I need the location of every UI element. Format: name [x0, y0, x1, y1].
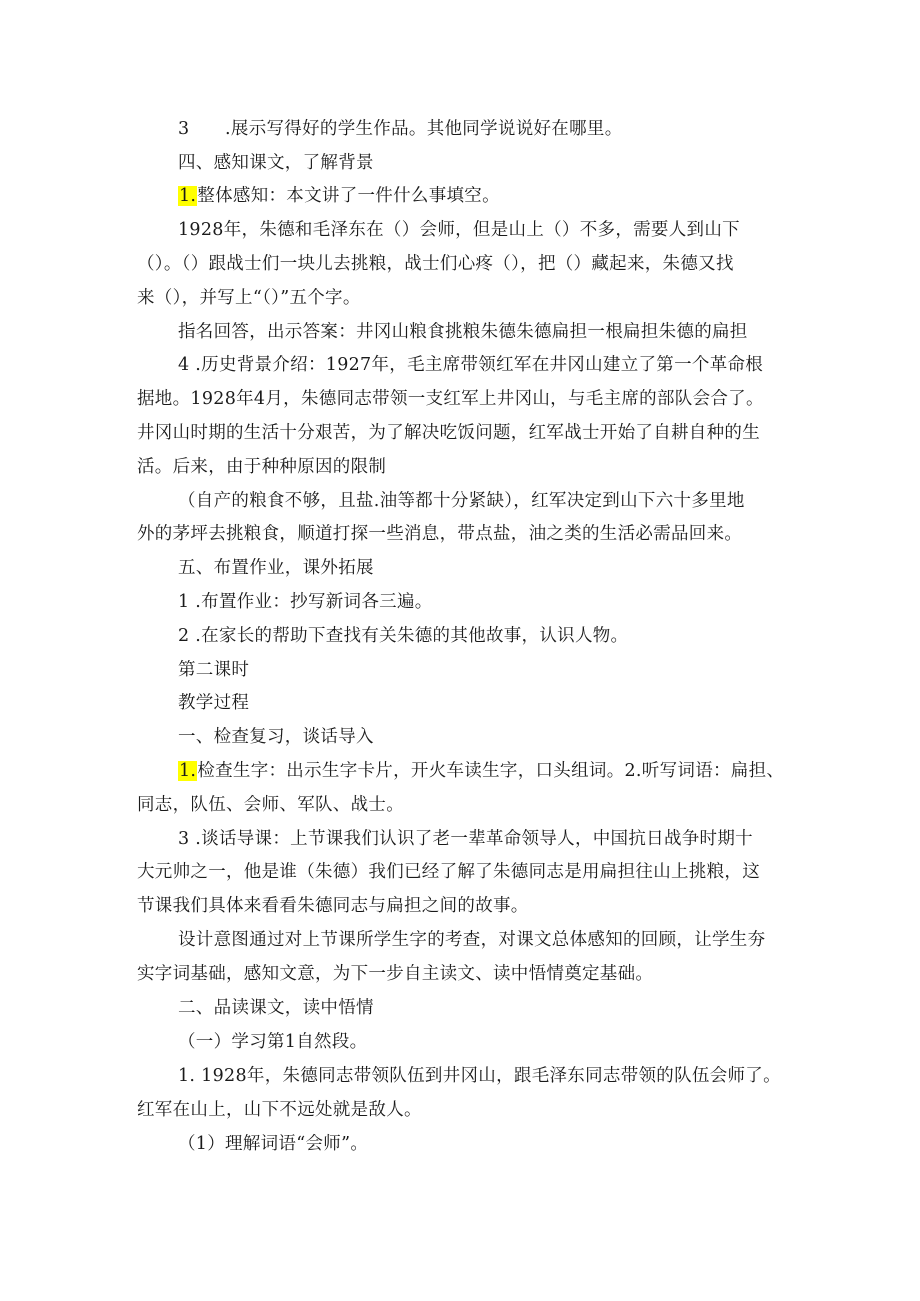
text-line: 节课我们具体来看看朱德同志与扁担之间的故事。	[137, 896, 529, 916]
text-line: 活。后来，由于种种原因的限制	[137, 457, 387, 477]
highlighted-number: 1.	[179, 761, 197, 781]
text-line: （自产的粮食不够，且盐.油等都十分紧缺），红军决定到山下六十多里地	[178, 491, 745, 511]
text-span: 检查生字：出示生字卡片，开火车读生字，口头组词。2.听写词语：扁担、	[197, 761, 785, 781]
text-line: 3 .谈话导课：上节课我们认识了老一辈革命领导人，中国抗日战争时期十	[178, 829, 753, 849]
highlighted-number: 1.	[179, 186, 197, 206]
text-line: 井冈山时期的生活十分艰苦，为了解决吃饭问题，红军战士开始了自耕自种的生	[137, 423, 760, 443]
text-line: 1. 1928年，朱德同志带领队伍到井冈山，跟毛泽东同志带领的队伍会师了。	[178, 1066, 781, 1086]
text-line: 1928年，朱德和毛泽东在（）会师，但是山上（）不多，需要人到山下	[178, 220, 740, 240]
section-heading: 四、感知课文，了解背景	[178, 153, 374, 173]
text-line: 设计意图通过对上节课所学生字的考查，对课文总体感知的回顾，让学生夯	[178, 930, 766, 950]
text-line: 外的茅坪去挑粮食，顺道打探一些消息，带点盐，油之类的生活必需品回来。	[137, 524, 743, 544]
text-line: （）。（）跟战士们一块儿去挑粮，战士们心疼（），把（）藏起来，朱德又找	[137, 254, 734, 274]
text-line: 指名回答，出示答案：井冈山粮食挑粮朱德朱德扁担一根扁担朱德的扁担	[178, 322, 748, 342]
section-heading: 一、检查复习，谈话导入	[178, 727, 374, 747]
section-heading: 五、布置作业，课外拓展	[178, 558, 374, 578]
text-line: 同志，队伍、会师、军队、战士。	[137, 795, 404, 815]
text-line: 1 .布置作业：抄写新词各三遍。	[178, 592, 433, 612]
text-line: （1）理解词语“会师”。	[178, 1134, 369, 1154]
text-line	[178, 759, 784, 783]
section-heading: 第二课时	[178, 660, 250, 680]
text-line: 来（），并写上“（）”五个字。	[137, 288, 361, 308]
text-line: 4 .历史背景介绍：1927年，毛主席带领红军在井冈山建立了第一个革命根	[178, 355, 764, 375]
text-line: 2 .在家长的帮助下查找有关朱德的其他故事，认识人物。	[178, 626, 629, 646]
text-line: 实字词基础，感知文意，为下一步自主读文、读中悟情奠定基础。	[137, 964, 654, 984]
text-span: 整体感知：本文讲了一件什么事填空。	[197, 186, 500, 206]
text-line: 据地。1928年4月，朱德同志带领一支红军上井冈山，与毛主席的部队会合了。	[137, 389, 764, 409]
section-heading: 教学过程	[178, 693, 250, 713]
section-heading: 二、品读课文，读中悟情	[178, 998, 374, 1018]
text-line: （一）学习第1自然段。	[178, 1032, 368, 1052]
text-line: 红军在山上，山下不远处就是敌人。	[137, 1100, 422, 1120]
text-line: 大元帅之一，他是谁（朱德）我们已经了解了朱德同志是用扁担往山上挑粮，这	[137, 862, 760, 882]
text-line	[178, 184, 500, 208]
text-line: 3 .展示写得好的学生作品。其他同学说说好在哪里。	[178, 119, 623, 139]
